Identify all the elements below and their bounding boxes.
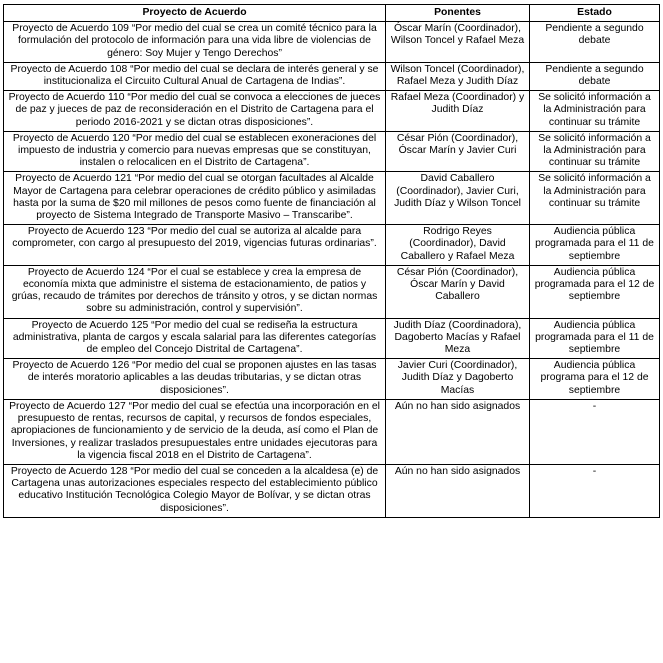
cell-ponentes: Wilson Toncel (Coordinador), Rafael Meza y Judith Díaz	[386, 62, 530, 90]
cell-ponentes: César Pión (Coordinador), Óscar Marín y Javier Curi	[386, 131, 530, 172]
cell-estado: Pendiente a segundo debate	[530, 62, 660, 90]
cell-proyecto: Proyecto de Acuerdo 124 “Por el cual se establece y crea la empresa de economía mixta que administre el sistema de estacionamiento, de patios y grúas, recaudo de trámites por derechos de tránsito y otros, y se dictan normas sobre su administración, control y supervisión”.	[4, 265, 386, 318]
table-row	[4, 91, 660, 132]
cell-estado: Audiencia pública programada para el 11 de septiembre	[530, 225, 660, 266]
cell-ponentes: Óscar Marín (Coordinador), Wilson Toncel y Rafael Meza	[386, 22, 530, 63]
cell-estado: Se solicitó información a la Administración para continuar su trámite	[530, 91, 660, 132]
cell-ponentes: Rafael Meza (Coordinador) y Judith Díaz	[386, 91, 530, 132]
cell-proyecto: Proyecto de Acuerdo 120 “Por medio del cual se establecen exoneraciones del impuesto de industria y comercio para nuevas empresas que se constituyan, instalen o relocalicen en el Distrito de Cartagena”.	[4, 131, 386, 172]
table-row	[4, 399, 660, 464]
table-row	[4, 62, 660, 90]
table-row	[4, 265, 660, 318]
header-proyecto: Proyecto de Acuerdo	[4, 5, 386, 22]
table-row	[4, 172, 660, 225]
cell-proyecto: Proyecto de Acuerdo 123 “Por medio del cual se autoriza al alcalde para comprometer, con cargo al presupuesto del 2019, vigencias futuras ordinarias”.	[4, 225, 386, 266]
cell-proyecto: Proyecto de Acuerdo 126 “Por medio del cual se proponen ajustes en las tasas de interés moratorio aplicables a las deudas tributarias, y se dictan otras disposiciones”.	[4, 359, 386, 400]
header-estado: Estado	[530, 5, 660, 22]
cell-estado: Audiencia pública programada para el 12 de septiembre	[530, 265, 660, 318]
cell-ponentes: Javier Curi (Coordinador), Judith Díaz y Dagoberto Macías	[386, 359, 530, 400]
table-row	[4, 464, 660, 517]
cell-estado: -	[530, 464, 660, 517]
table-row	[4, 318, 660, 359]
cell-proyecto: Proyecto de Acuerdo 108 “Por medio del cual se declara de interés general y se institucionaliza el Circuito Cultural Anual de Cartagena de Indias”.	[4, 62, 386, 90]
cell-ponentes: César Pión (Coordinador), Óscar Marín y David Caballero	[386, 265, 530, 318]
cell-ponentes: Judith Díaz (Coordinadora), Dagoberto Macías y Rafael Meza	[386, 318, 530, 359]
table-row	[4, 22, 660, 63]
cell-proyecto: Proyecto de Acuerdo 127 “Por medio del cual se efectúa una incorporación en el presupuesto de rentas, recursos de capital, y recursos de fondos especiales, apropiaciones de funcionamiento y de servicio de la deuda, así como el Plan de Inversiones, y realizar traslados presupuestales entre unidades ejecutoras para la vigencia fiscal 2018 en el Distrito de Cartagena”.	[4, 399, 386, 464]
cell-proyecto: Proyecto de Acuerdo 121 “Por medio del cual se otorgan facultades al Alcalde Mayor de Cartagena para celebrar operaciones de crédito público y asimiladas hasta por la suma de $20 mil millones de pesos como fuente de financiación al proyecto de Sistema Integrado de Transporte Masivo – Transcaribe”.	[4, 172, 386, 225]
cell-proyecto: Proyecto de Acuerdo 128 “Por medio del cual se conceden a la alcaldesa (e) de Cartagena unas autorizaciones especiales respecto del establecimiento público educativo Institución Tecnológica Colegio Mayor de Bolívar, y se dictan otras disposiciones”.	[4, 464, 386, 517]
header-row	[4, 5, 660, 22]
table-row	[4, 359, 660, 400]
cell-estado: Se solicitó información a la Administración para continuar su trámite	[530, 172, 660, 225]
table-row	[4, 131, 660, 172]
cell-estado: Se solicitó información a la Administración para continuar su trámite	[530, 131, 660, 172]
cell-ponentes: Aún no han sido asignados	[386, 464, 530, 517]
cell-proyecto: Proyecto de Acuerdo 125 “Por medio del cual se rediseña la estructura administrativa, planta de cargos y escala salarial para las diferentes categorías de empleo del Concejo Distrital de Cartagena”.	[4, 318, 386, 359]
cell-estado: Audiencia pública programa para el 12 de septiembre	[530, 359, 660, 400]
cell-estado: Pendiente a segundo debate	[530, 22, 660, 63]
table-row	[4, 225, 660, 266]
cell-ponentes: David Caballero (Coordinador), Javier Curi, Judith Díaz y Wilson Toncel	[386, 172, 530, 225]
cell-proyecto: Proyecto de Acuerdo 110 “Por medio del cual se convoca a elecciones de jueces de paz y jueces de paz de reconsideración en el Distrito de Cartagena para el periodo 2016-2021 y se dictan otras disposiciones”.	[4, 91, 386, 132]
proyectos-table	[3, 4, 660, 518]
cell-ponentes: Rodrigo Reyes (Coordinador), David Caballero y Rafael Meza	[386, 225, 530, 266]
cell-ponentes: Aún no han sido asignados	[386, 399, 530, 464]
cell-estado: -	[530, 399, 660, 464]
header-ponentes: Ponentes	[386, 5, 530, 22]
cell-estado: Audiencia pública programada para el 11 de septiembre	[530, 318, 660, 359]
cell-proyecto: Proyecto de Acuerdo 109 “Por medio del cual se crea un comité técnico para la formulación del protocolo de información para una vida libre de violencias de género: Soy Mujer y Tengo Derechos”	[4, 22, 386, 63]
